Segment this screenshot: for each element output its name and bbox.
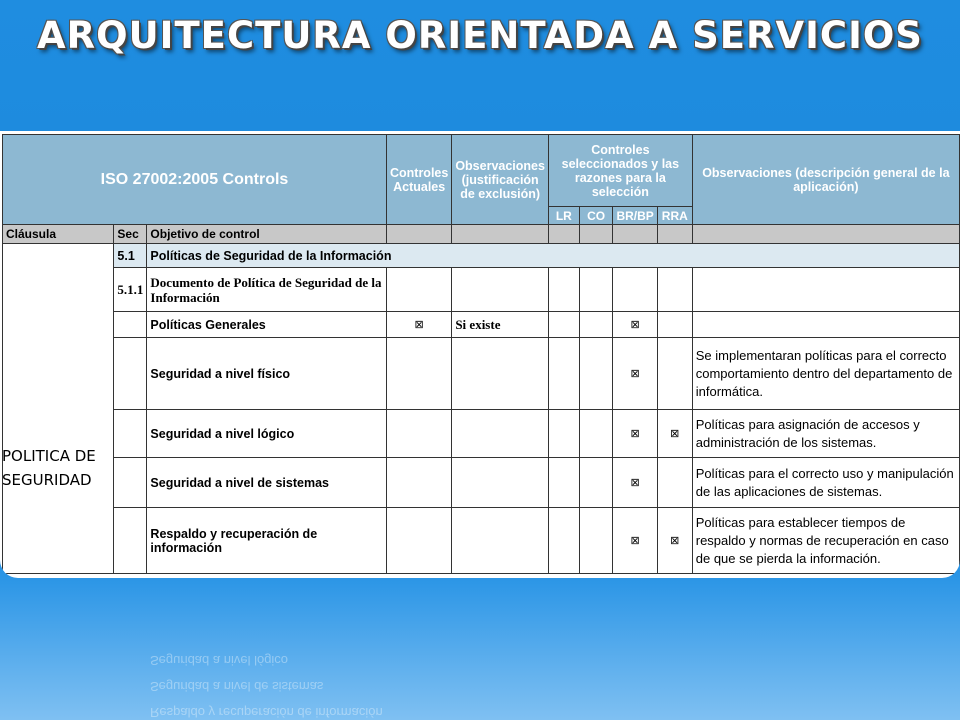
col-objetivo: Objetivo de control bbox=[147, 225, 387, 244]
header-rra: RRA bbox=[657, 207, 692, 225]
checkbox-brbp: ⊠ bbox=[613, 410, 657, 458]
checkbox-rra: ⊠ bbox=[657, 508, 692, 574]
document-sec: 5.1.1 bbox=[114, 268, 147, 312]
header-controles-seleccionados: Controles seleccionados y las razones para la selección bbox=[548, 135, 692, 207]
slide-title: ARQUITECTURA ORIENTADA A SERVICIOS bbox=[37, 14, 923, 57]
row-desc: Políticas para asignación de accesos y administración de los sistemas. bbox=[692, 410, 959, 458]
header-lr: LR bbox=[548, 207, 579, 225]
row-objective: Seguridad a nivel de sistemas bbox=[147, 458, 387, 508]
header-observaciones-exclusion: Observaciones (justificación de exclusión) bbox=[452, 135, 549, 225]
table-card bbox=[0, 131, 960, 578]
header-controles-actuales: Controles Actuales bbox=[386, 135, 451, 225]
table-row bbox=[3, 338, 960, 410]
header-brbp: BR/BP bbox=[613, 207, 657, 225]
header-iso: ISO 27002:2005 Controls bbox=[3, 135, 387, 225]
col-clausula: Cláusula bbox=[3, 225, 114, 244]
section-sec: 5.1 bbox=[114, 244, 147, 268]
checkbox-brbp: ⊠ bbox=[613, 508, 657, 574]
col-sec: Sec bbox=[114, 225, 147, 244]
section-title: Políticas de Seguridad de la Información bbox=[147, 244, 960, 268]
row-desc: Políticas para establecer tiempos de respaldo y normas de recuperación en caso de que se pierda la información. bbox=[692, 508, 959, 574]
reflection-text: Respaldo y recuperación de información bbox=[150, 705, 383, 720]
clause-label: POLITICA DE SEGURIDAD bbox=[2, 447, 96, 489]
checkbox-brbp: ⊠ bbox=[613, 338, 657, 410]
table-row bbox=[3, 458, 960, 508]
table-row bbox=[3, 312, 960, 338]
row-desc: Políticas para el correcto uso y manipulación de las aplicaciones de sistemas. bbox=[692, 458, 959, 508]
row-objective: Respaldo y recuperación de información bbox=[147, 508, 387, 574]
clausula-cell bbox=[3, 244, 114, 574]
checkbox-actual: ⊠ bbox=[386, 312, 451, 338]
reflection-text: Seguridad a nivel lógico bbox=[150, 653, 289, 668]
checkbox-rra: ⊠ bbox=[657, 410, 692, 458]
reflection-text: Seguridad a nivel de sistemas bbox=[150, 679, 324, 694]
header-observaciones-descripcion: Observaciones (descripción general de la aplicación) bbox=[692, 135, 959, 225]
table-row bbox=[3, 410, 960, 458]
iso-controls-table bbox=[2, 134, 960, 574]
row-objective: Seguridad a nivel lógico bbox=[147, 410, 387, 458]
table-row bbox=[3, 508, 960, 574]
header-co: CO bbox=[579, 207, 613, 225]
document-title: Documento de Política de Seguridad de la Información bbox=[147, 268, 387, 312]
row-objective: Seguridad a nivel físico bbox=[147, 338, 387, 410]
row-desc: Se implementaran políticas para el correcto comportamiento dentro del departamento de informática. bbox=[692, 338, 959, 410]
table-reflection bbox=[0, 580, 960, 720]
row-objective: Políticas Generales bbox=[147, 312, 387, 338]
checkbox-brbp: ⊠ bbox=[613, 312, 657, 338]
checkbox-brbp: ⊠ bbox=[613, 458, 657, 508]
row-obs-excl: Si existe bbox=[452, 312, 549, 338]
